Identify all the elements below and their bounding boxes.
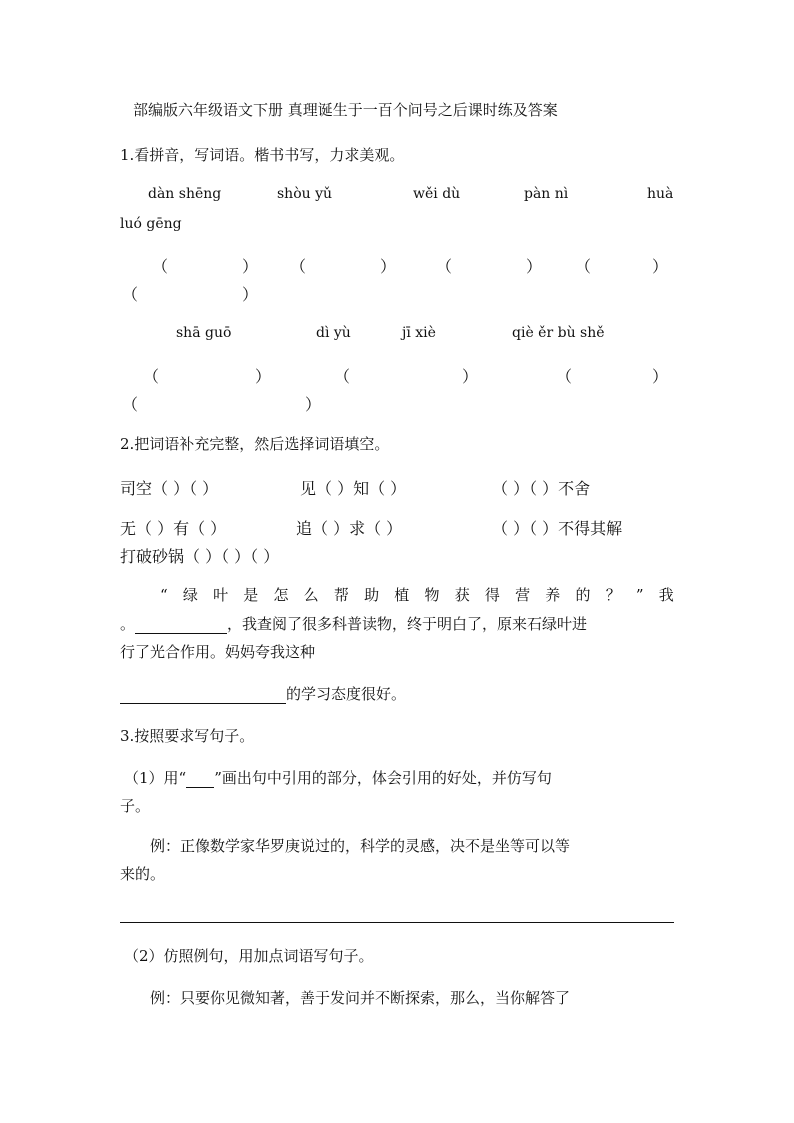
idiom-dapo: 打破砂锅（ ）（ ）（ ） bbox=[120, 547, 280, 566]
example-1-cont: 来的。 bbox=[120, 865, 166, 883]
paren-close: ） bbox=[380, 257, 397, 276]
sentence-c: 行了光合作用。妈妈夸我这种 bbox=[120, 643, 316, 661]
paren-close: ） bbox=[652, 257, 669, 276]
idiom-budeqijie: （ ）（ ）不得其解 bbox=[492, 519, 623, 538]
pinyin-diyu: dì yù bbox=[316, 325, 351, 341]
paren-open: （ bbox=[290, 257, 307, 276]
quote-char: 叶 bbox=[213, 586, 229, 604]
quote-char: 获 bbox=[454, 586, 470, 604]
paren-open: （ bbox=[575, 257, 592, 276]
idiom-jianzhi: 见（ ）知（ ） bbox=[300, 479, 407, 498]
idiom-bushe: （ ）（ ）不舍 bbox=[492, 479, 591, 498]
paren-close: ） bbox=[526, 257, 543, 276]
paren-close: ） bbox=[652, 367, 669, 386]
page-title: 部编版六年级语文下册 真理诞生于一百个问号之后课时练及答案 bbox=[133, 101, 558, 119]
paren-open: （ bbox=[122, 285, 139, 304]
quote-char: 营 bbox=[515, 586, 531, 604]
quote-char: 物 bbox=[424, 586, 440, 604]
idiom-sikong: 司空（ ）（ ） bbox=[120, 479, 219, 498]
paren-open: （ bbox=[436, 257, 453, 276]
paren-close: ） bbox=[242, 285, 259, 304]
fill-blank[interactable] bbox=[120, 687, 286, 704]
q3-part1 bbox=[124, 768, 552, 788]
pinyin-shouyu: shòu yǔ bbox=[277, 186, 333, 202]
example-1: 例：正像数学家华罗庚说过的，科学的灵感，决不是坐等可以等 bbox=[150, 837, 571, 855]
quote-char: 是 bbox=[243, 586, 259, 604]
pinyin-weidu: wěi dù bbox=[413, 186, 461, 202]
quote-char: 我 bbox=[658, 586, 674, 604]
quote-char: 养 bbox=[545, 586, 561, 604]
paren-open: （ bbox=[122, 395, 139, 414]
answer-line[interactable] bbox=[120, 922, 674, 923]
pinyin-danshen: dàn shēng bbox=[148, 186, 222, 202]
paren-close: ） bbox=[242, 257, 259, 276]
pinyin-jixie: jī xiè bbox=[402, 325, 436, 341]
quote-char: “ bbox=[160, 586, 168, 604]
pinyin-qieerbushe: qiè ěr bù shě bbox=[512, 325, 605, 341]
sentence-line-3 bbox=[120, 684, 406, 704]
paren-open: （ bbox=[143, 367, 160, 386]
quote-char: 助 bbox=[364, 586, 380, 604]
pinyin-hua: huà bbox=[647, 186, 674, 202]
pinyin-luogeng: luó gēng bbox=[120, 216, 182, 232]
q1-heading: 1.看拼音，写词语。楷书书写，力求美观。 bbox=[120, 146, 405, 164]
underline-sample bbox=[186, 771, 214, 788]
quote-char: 帮 bbox=[333, 586, 349, 604]
quote-char: 得 bbox=[484, 586, 500, 604]
pinyin-shaguo: shā guō bbox=[176, 325, 232, 341]
paren-close: ） bbox=[305, 395, 322, 414]
part1-text-c: 子。 bbox=[120, 797, 151, 815]
q3-part2: （2）仿照例句，用加点词语写句子。 bbox=[124, 947, 374, 965]
sentence-line-1 bbox=[120, 614, 587, 634]
part1-text-a: （1）用“ bbox=[124, 769, 187, 787]
pinyin-panni: pàn nì bbox=[524, 186, 569, 202]
fill-blank[interactable] bbox=[135, 617, 227, 634]
paren-open: （ bbox=[556, 367, 573, 386]
quote-char: ” bbox=[635, 586, 644, 604]
quote-char: 怎 bbox=[273, 586, 289, 604]
paren-close: ） bbox=[255, 367, 272, 386]
quote-char: 的 bbox=[575, 586, 591, 604]
quote-char: 植 bbox=[394, 586, 410, 604]
sentence-b: ，我查阅了很多科普读物，终于明白了，原来石绿叶进 bbox=[227, 615, 588, 633]
paren-open: （ bbox=[152, 257, 169, 276]
sentence-a: 。 bbox=[120, 615, 136, 633]
idiom-zhuiqiu: 追（ ）求（ ） bbox=[296, 519, 403, 538]
example-2: 例：只要你见微知著，善于发问并不断探索，那么，当你解答了 bbox=[150, 989, 571, 1007]
part1-text-b: ”画出句中引用的部分，体会引用的好处，并仿写句 bbox=[214, 769, 552, 787]
quote-char: ？ bbox=[605, 586, 621, 604]
paren-close: ） bbox=[462, 367, 479, 386]
paren-open: （ bbox=[334, 367, 351, 386]
sentence-d: 的学习态度很好。 bbox=[286, 685, 407, 703]
quote-char: 绿 bbox=[182, 586, 198, 604]
q3-heading: 3.按照要求写句子。 bbox=[120, 727, 255, 745]
idiom-wuyou: 无（ ）有（ ） bbox=[120, 519, 227, 538]
quote-line bbox=[160, 585, 674, 605]
quote-char: 么 bbox=[303, 586, 319, 604]
q2-heading: 2.把词语补充完整，然后选择词语填空。 bbox=[120, 435, 390, 453]
